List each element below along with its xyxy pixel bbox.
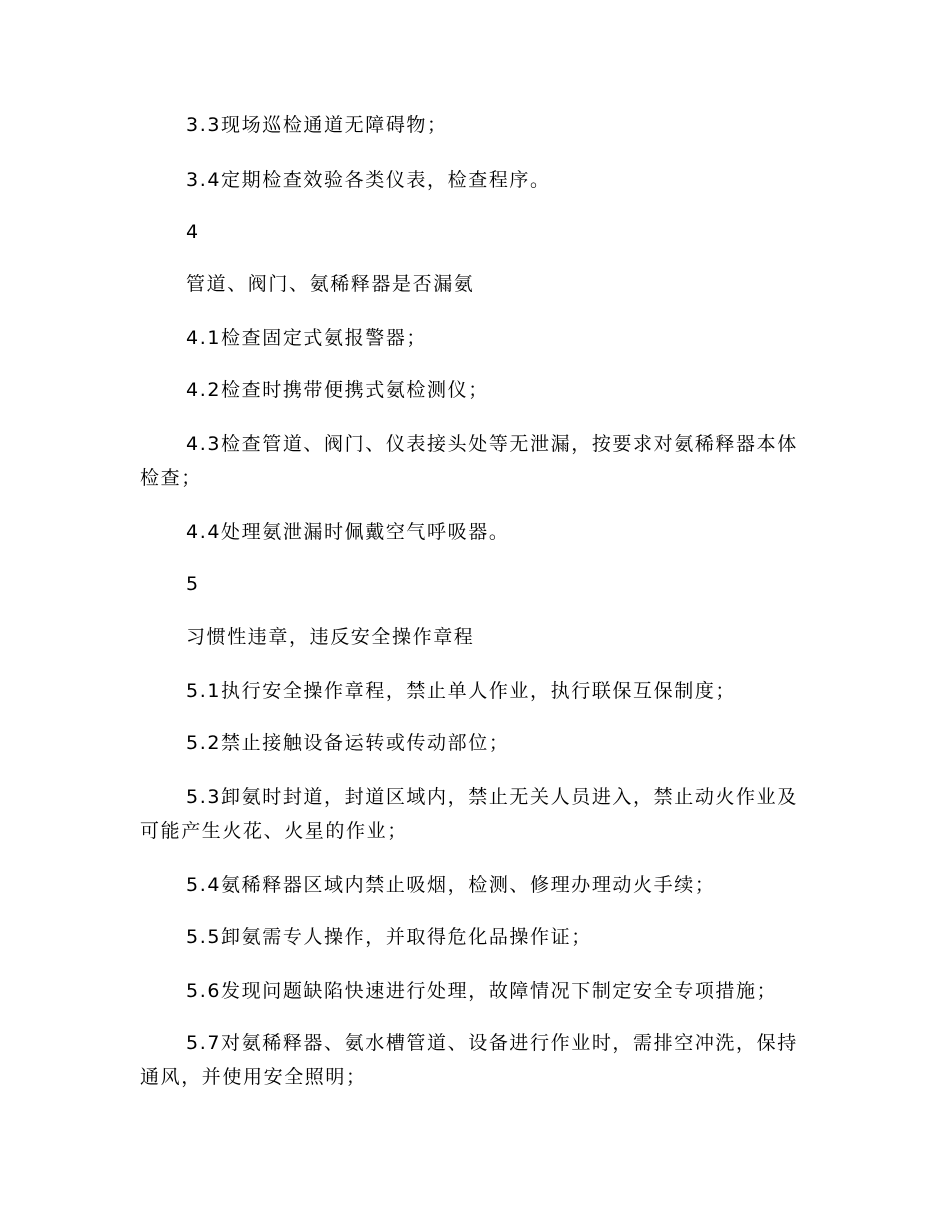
paragraph-4-3: 4.3检查管道、阀门、仪表接头处等无泄漏，按要求对氨稀释器本体检查； [140, 433, 798, 489]
paragraph-4-2: 4.2检查时携带便携式氨检测仪； [186, 379, 489, 401]
paragraph-5-2: 5.2禁止接触设备运转或传动部位； [186, 732, 510, 754]
paragraph-5-4: 5.4氨稀释器区域内禁止吸烟，检测、修理办理动火手续； [186, 874, 716, 896]
paragraph-5-5: 5.5卸氨需专人操作，并取得危化品操作证； [186, 926, 592, 948]
section-number-4: 4 [186, 221, 200, 243]
section-number-5: 5 [186, 573, 200, 595]
paragraph-5-7: 5.7对氨稀释器、氨水槽管道、设备进行作业时，需排空冲洗，保持通风，并使用安全照明； [140, 1032, 798, 1088]
paragraph-5-3: 5.3卸氨时封道，封道区域内，禁止无关人员进入，禁止动火作业及可能产生火花、火星的作业； [140, 786, 798, 842]
paragraph-3-4: 3.4定期检查效验各类仪表，检查程序。 [186, 169, 551, 191]
paragraph-4-1: 4.1检查固定式氨报警器； [186, 327, 428, 349]
paragraph-3-3: 3.3现场巡检通道无障碍物； [186, 114, 448, 136]
section-title-4: 管道、阀门、氨稀释器是否漏氨 [186, 273, 475, 295]
paragraph-5-6: 5.6发现问题缺陷快速进行处理，故障情况下制定安全专项措施； [186, 980, 778, 1002]
paragraph-5-1: 5.1执行安全操作章程，禁止单人作业，执行联保互保制度； [186, 680, 737, 702]
section-title-5: 习惯性违章，违反安全操作章程 [186, 626, 475, 648]
paragraph-4-4: 4.4处理氨泄漏时佩戴空气呼吸器。 [186, 521, 510, 543]
